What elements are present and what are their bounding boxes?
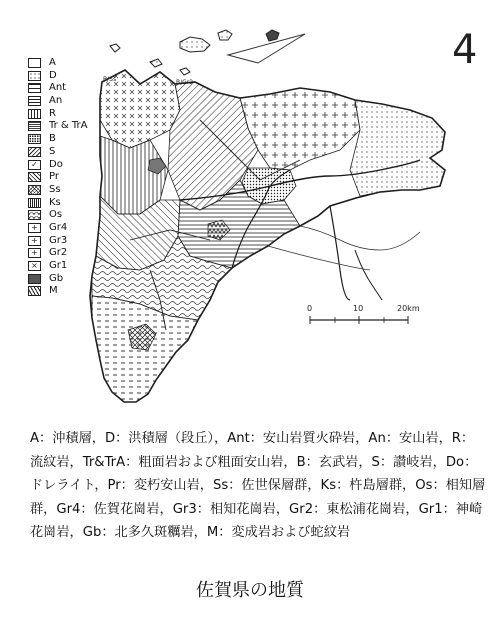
legend-label: An <box>49 95 63 107</box>
legend-label: Gr1 <box>49 260 68 271</box>
legend-swatch: + <box>28 236 41 246</box>
legend-swatch: ✓ <box>28 160 41 170</box>
scale-tick-10: 10 <box>353 304 364 313</box>
legend-label: Gr3 <box>49 234 68 246</box>
legend-label: A <box>49 57 56 68</box>
delta-lines <box>268 226 420 270</box>
legend-swatch: + <box>28 223 41 233</box>
map-caption: A：沖積層，D：洪積層（段丘），Ant：安山岩質火砕岩，An：安山岩，R：流紋岩，Tr&TrA：粗面岩および粗面安山岩，B：玄武岩，S：讃岐岩，Do：ドレライト，Pr：変朽安山岩，Ss：佐世保層群，Ks：杵島層群，Os：相知層群，Gr4：佐賀花崗岩，Gr3：相知花崗岩，Gr2：東松浦花崗岩，Gr1：神崎花崗岩，Gb：北多久斑糲岩，M：変成岩および蛇紋岩 <box>30 431 486 540</box>
legend-label: B <box>49 133 56 145</box>
legend-label: Gr4 <box>49 221 68 233</box>
page-number: 4 <box>452 27 478 73</box>
legend-label: S <box>49 145 56 157</box>
legend-label: Gr2 <box>49 247 68 259</box>
bay-outline <box>228 34 305 63</box>
legend-label: Os <box>49 209 63 221</box>
legend-swatch: + <box>28 248 41 258</box>
legend-label: Ss <box>49 183 61 195</box>
legend-label: D <box>49 69 57 81</box>
islands <box>110 30 279 75</box>
legend-swatch: × <box>28 261 41 271</box>
legend-label: Do <box>49 158 63 170</box>
legend-label: Ks <box>49 196 61 208</box>
map-label-b-gr2: B/Gr2 <box>176 79 194 86</box>
legend-label: Ant <box>49 82 67 94</box>
legend-label: Pr <box>49 171 59 183</box>
legend-label: R <box>49 107 56 119</box>
legend-label: Gb <box>49 272 64 284</box>
scale-tick-0: 0 <box>307 304 313 313</box>
scale-tick-20: 20km <box>397 304 420 313</box>
figure-title: 佐賀県の地質 <box>196 580 304 601</box>
legend-label: M <box>49 285 58 297</box>
scale-bar <box>307 304 420 324</box>
legend-label: Tr & TrA <box>49 120 88 132</box>
map-label-b-ss: B/Ss <box>103 76 117 83</box>
prefecture-regions <box>90 70 445 402</box>
